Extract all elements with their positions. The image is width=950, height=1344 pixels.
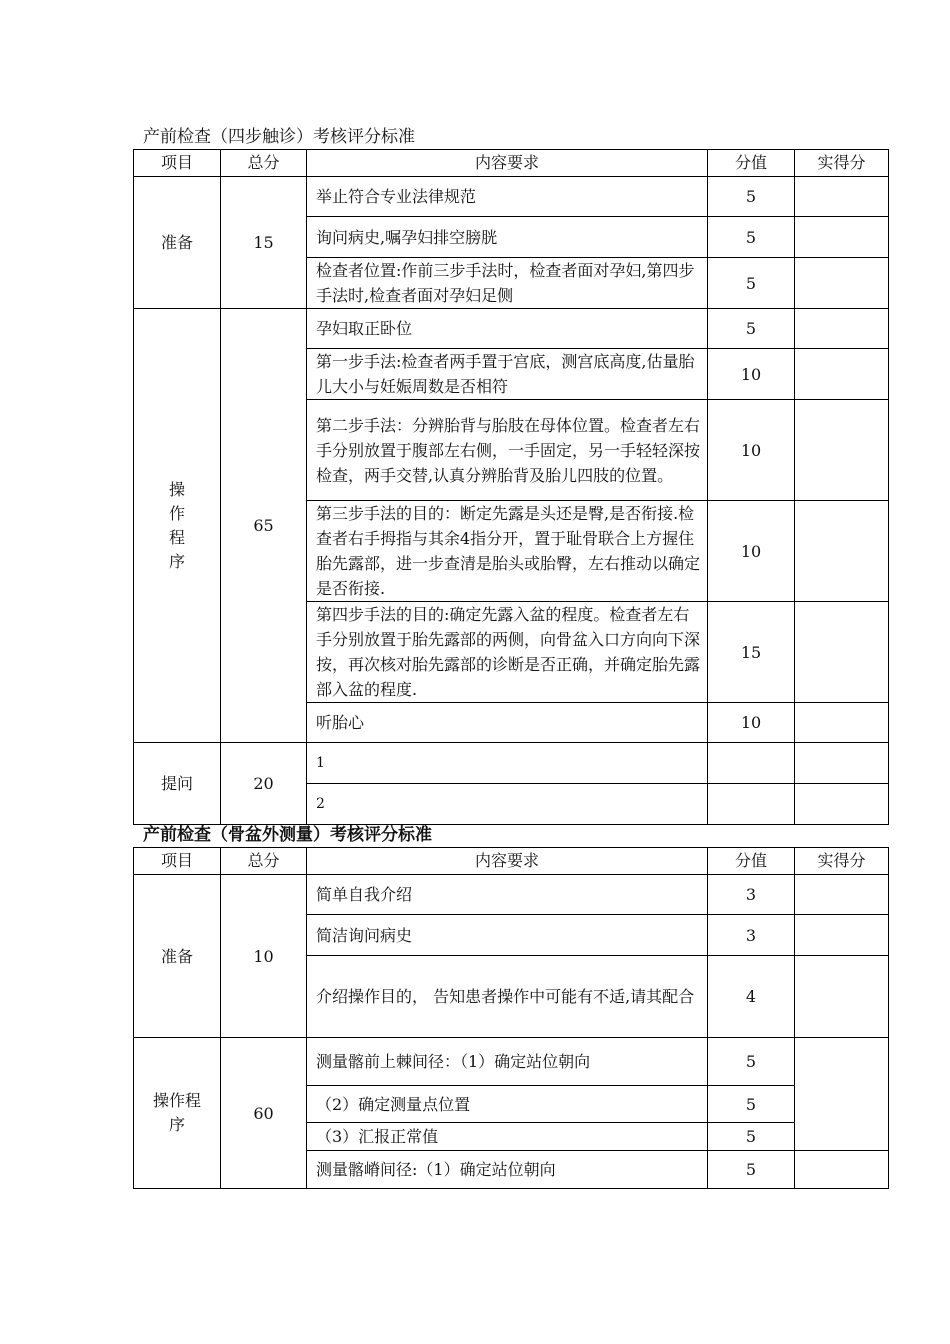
actual-score-cell[interactable] [795,1038,889,1151]
table-header-row [134,848,889,875]
content-cell: 2 [307,784,708,825]
content-cell: 简洁询问病史 [307,915,708,956]
item-label-line: 序 [168,1115,185,1134]
item-label-line: 操 [168,479,185,499]
score-cell: 3 [708,915,795,956]
content-cell: 第三步手法的目的：断定先露是头还是臀,是否衔接.检查者右手拇指与其余4指分开，置于耻骨联合上方握住胎先露部，进一步查清是胎头或胎臀，左右推动以确定是否衔接. [307,501,708,602]
score-cell: 5 [708,1086,795,1123]
actual-score-cell[interactable] [795,956,889,1038]
score-cell: 10 [708,400,795,501]
content-cell: 第四步手法的目的:确定先露入盆的程度。检查者左右手分别放置于胎先露部的两侧，向骨盆入口方向向下深按，再次核对胎先露部的诊断是否正确，并确定胎先露部入盆的程度. [307,602,708,703]
score-cell: 4 [708,956,795,1038]
content-cell: 检查者位置:作前三步手法时，检查者面对孕妇,第四步手法时,检查者面对孕妇足侧 [307,258,708,309]
content-cell: 第一步手法:检查者两手置于宫底，测宫底高度,估量胎儿大小与妊娠周数是否相符 [307,349,708,400]
score-cell: 15 [708,602,795,703]
actual-score-cell[interactable] [795,602,889,703]
score-cell: 5 [708,1038,795,1086]
group-item-label [134,309,221,743]
score-cell: 5 [708,217,795,258]
section-title-pelvic-measurement: 产前检查（骨盆外测量）考核评分标准 [143,825,432,845]
content-cell: 询问病史,嘱孕妇排空膀胱 [307,217,708,258]
table-row [134,875,889,915]
header-score: 分值 [708,150,795,177]
table-header-row [134,150,889,177]
score-cell: 3 [708,875,795,915]
table-row [134,743,889,784]
group-item-label: 准备 [134,875,221,1038]
score-cell: 5 [708,258,795,309]
header-content: 内容要求 [307,150,708,177]
content-cell: 简单自我介绍 [307,875,708,915]
group-total: 15 [221,177,307,309]
score-cell: 5 [708,177,795,217]
group-item-label [134,1038,221,1189]
header-actual-score: 实得分 [795,848,889,875]
actual-score-cell[interactable] [795,743,889,784]
content-cell: 1 [307,743,708,784]
group-total: 20 [221,743,307,825]
group-item-label: 准备 [134,177,221,309]
item-label-line: 程 [168,527,185,547]
score-cell: 10 [708,501,795,602]
header-item: 项目 [134,150,221,177]
table-row [134,309,889,349]
content-cell: 听胎心 [307,703,708,743]
actual-score-cell[interactable] [795,217,889,258]
content-cell: 孕妇取正卧位 [307,309,708,349]
header-actual-score: 实得分 [795,150,889,177]
group-total: 60 [221,1038,307,1189]
item-label-line: 操作程 [152,1091,201,1110]
content-cell: 举止符合专业法律规范 [307,177,708,217]
score-cell: 5 [708,1151,795,1189]
content-cell: 第二步手法：分辨胎背与胎肢在母体位置。检查者左右手分别放置于腹部左右侧，一手固定，另一手轻轻深按检查，两手交替,认真分辨胎背及胎儿四肢的位置。 [307,400,708,501]
group-total: 10 [221,875,307,1038]
header-item: 项目 [134,848,221,875]
actual-score-cell[interactable] [795,501,889,602]
score-cell [708,743,795,784]
actual-score-cell[interactable] [795,784,889,825]
content-cell: 介绍操作目的， 告知患者操作中可能有不适,请其配合 [307,956,708,1038]
header-total: 总分 [221,150,307,177]
group-item-label: 提问 [134,743,221,825]
actual-score-cell[interactable] [795,703,889,743]
scoring-table-four-step [133,149,889,825]
header-score: 分值 [708,848,795,875]
table-row [134,1038,889,1086]
score-cell: 10 [708,703,795,743]
section-title-four-step: 产前检查（四步触诊）考核评分标准 [143,127,415,147]
actual-score-cell[interactable] [795,349,889,400]
item-label-line: 序 [168,551,185,571]
scoring-table-pelvic-measurement [133,847,889,1189]
header-content: 内容要求 [307,848,708,875]
score-cell: 5 [708,1123,795,1151]
item-label-line: 作 [168,503,185,523]
header-total: 总分 [221,848,307,875]
content-cell: 测量髂嵴间径:（1）确定站位朝向 [307,1151,708,1189]
actual-score-cell[interactable] [795,400,889,501]
actual-score-cell[interactable] [795,177,889,217]
actual-score-cell[interactable] [795,309,889,349]
actual-score-cell[interactable] [795,875,889,915]
content-cell: （3）汇报正常值 [307,1123,708,1151]
table-row [134,177,889,217]
content-cell: （2）确定测量点位置 [307,1086,708,1123]
group-total: 65 [221,309,307,743]
actual-score-cell[interactable] [795,915,889,956]
score-cell: 10 [708,349,795,400]
score-cell: 5 [708,309,795,349]
score-cell [708,784,795,825]
actual-score-cell[interactable] [795,258,889,309]
actual-score-cell[interactable] [795,1151,889,1189]
content-cell: 测量髂前上棘间径：（1）确定站位朝向 [307,1038,708,1086]
